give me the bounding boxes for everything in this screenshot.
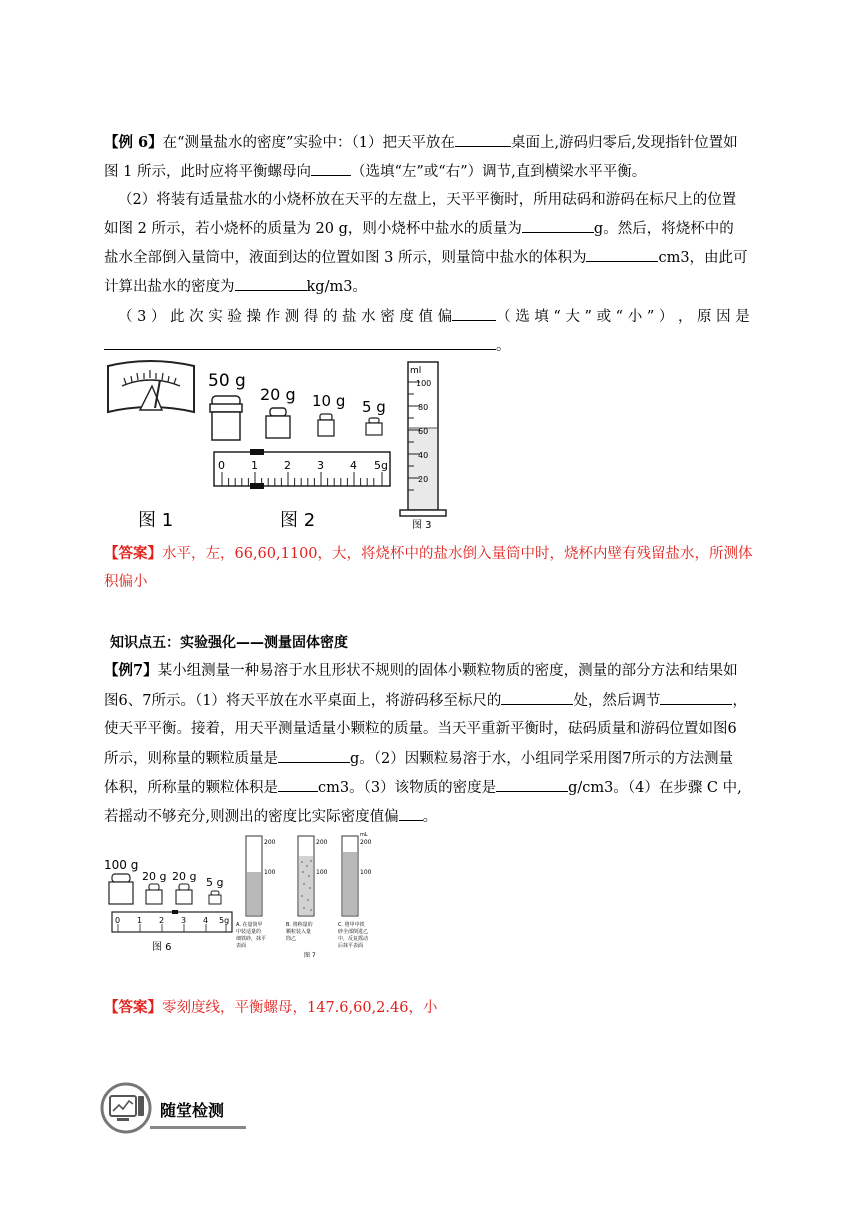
svg-text:B. 将称量的: B. 将称量的: [286, 922, 313, 928]
knowledge-point-5-title: 知识点五：实验强化——测量固体密度: [110, 635, 348, 651]
blank-density-bias: [399, 806, 423, 821]
weight-label-5: 5 g: [362, 398, 386, 416]
ex7-line-1: 【例7】某小组测量一种易溶于水且形状不规则的固体小颗粒物质的密度，测量的部分方法和结果如: [104, 662, 738, 679]
ex7-line-4: 所示，则称量的颗粒质量是 g。（2）因颗粒易溶于水，小组同学采用图7所示的方法测量: [104, 748, 733, 769]
fig6-rider: [172, 910, 178, 914]
figure-6: [100, 852, 240, 954]
weight-20g: [266, 416, 290, 438]
svg-text:5g: 5g: [374, 459, 388, 472]
cylinder-liquid: [409, 428, 437, 509]
svg-text:细铁砂，抹平: 细铁砂，抹平: [236, 936, 267, 942]
blank-bias: [452, 306, 496, 321]
ex6-line-6: 计算出盐水的密度为 kg/m3。: [104, 276, 367, 297]
svg-text:中装适量的: 中装适量的: [236, 929, 262, 935]
fig6-weight-20g-a: [146, 890, 162, 904]
blank-particle-volume: [278, 777, 318, 792]
svg-text:200: 200: [316, 839, 328, 846]
ex7-line-3: 使天平平衡。接着，用天平测量适量小颗粒的质量。当天平重新平衡时，砝码质量和游码位置如图6: [104, 721, 737, 737]
answer-2-label: 【答案】: [104, 999, 162, 1016]
section-underline: [150, 1126, 246, 1129]
weight-label-50: 50 g: [208, 371, 246, 391]
svg-text:2: 2: [159, 916, 165, 925]
fig6-weight-label-20a: 20 g: [142, 870, 167, 883]
svg-text:4: 4: [203, 916, 209, 925]
svg-text:20: 20: [418, 475, 429, 484]
fig6-weight-label-5: 5 g: [206, 876, 224, 889]
blank-particle-mass: [278, 748, 350, 763]
svg-text:mL: mL: [360, 832, 368, 838]
svg-text:A. 在量筒甲: A. 在量筒甲: [236, 922, 263, 928]
fig1-caption: 图 1: [138, 510, 174, 531]
fig6-weight-label-20b: 20 g: [172, 870, 197, 883]
cylinder-c: [342, 832, 372, 916]
balance-dial: [108, 361, 194, 412]
rider-top: [250, 449, 264, 455]
ex6-line-3: （2）将装有适量盐水的小烧杯放在天平的左盘上，天平平衡时，所用砝码和游码在标尺上的位置: [118, 192, 737, 208]
blank-reason: [104, 335, 496, 350]
rider-ruler: [214, 449, 390, 489]
figure-7: [234, 828, 390, 960]
fig7-step-captions: [236, 921, 368, 949]
svg-text:60: 60: [418, 427, 429, 436]
ex6-line-4: 如图 2 所示，若小烧杯的质量为 20 g，则小烧杯中盐水的质量为 g。然后，将烧杯中的: [104, 218, 734, 239]
weight-50g: [212, 412, 240, 440]
ex6-line-1: 【例 6】在“测量盐水的密度”实验中：（1）把天平放在 桌面上,游码归零后,发现指针位置如: [104, 134, 738, 151]
cylinder-a: [246, 836, 276, 916]
fig2-caption: 图 2: [280, 510, 316, 531]
fig6-weight-20g-b: [176, 890, 192, 904]
svg-text:中，反复摇动: 中，反复摇动: [338, 936, 369, 942]
weight-5g: [366, 423, 382, 435]
fig3-caption: 图 3: [412, 520, 432, 531]
svg-text:C. 将甲中铁: C. 将甲中铁: [338, 922, 365, 928]
cylinder-unit: ml: [410, 366, 422, 376]
ex6-label: 【例 6】: [104, 134, 163, 151]
weight-label-10: 10 g: [312, 392, 346, 410]
ex6-line-2: 图 1 所示，此时应将平衡螺母向 （选填“左”或“右”）调节,直到横梁水平平衡。: [104, 161, 646, 182]
svg-text:砂全部倒进乙: 砂全部倒进乙: [338, 929, 369, 935]
svg-text:4: 4: [350, 459, 357, 472]
blank-zero-mark: [501, 690, 573, 705]
svg-text:颗粒装入量: 颗粒装入量: [286, 929, 312, 935]
rider-bottom: [250, 483, 264, 489]
ex7-line-6: 若摇动不够充分,则测出的密度比实际密度值偏 。: [104, 806, 437, 827]
ex6-line-7: （ 3 ） 此 次 实 验 操 作 测 得 的 盐 水 密 度 值 偏 （ 选 填 “ 大 ” 或 “ 小 ” ） ， 原 因 是: [118, 306, 750, 327]
svg-text:80: 80: [418, 403, 429, 412]
blank-density: [235, 276, 307, 291]
svg-text:筒乙: 筒乙: [286, 936, 297, 942]
svg-text:100: 100: [316, 869, 328, 876]
svg-text:1: 1: [251, 459, 258, 472]
svg-text:100: 100: [360, 869, 372, 876]
svg-text:3: 3: [317, 459, 324, 472]
ex7-line-5: 体积，所称量的颗粒体积是 cm3。（3）该物质的密度是 g/cm3。（4）在步骤 C 中,: [104, 777, 742, 798]
answer-1-label: 【答案】: [104, 545, 162, 562]
fig6-weight-label-100: 100 g: [104, 858, 139, 872]
svg-text:表面: 表面: [236, 943, 247, 949]
fig6-weight-100g: [109, 882, 133, 904]
blank-mass: [522, 218, 594, 233]
ex6-line-8: 。: [104, 335, 511, 356]
svg-text:0: 0: [218, 459, 225, 472]
svg-text:后抹平表面: 后抹平表面: [338, 943, 364, 949]
svg-text:100: 100: [416, 379, 432, 388]
svg-text:100: 100: [264, 869, 276, 876]
svg-text:3: 3: [181, 916, 187, 925]
blank-direction: [311, 161, 351, 176]
svg-text:1: 1: [137, 916, 143, 925]
svg-text:40: 40: [418, 451, 429, 460]
figure-3-cylinder: [396, 356, 452, 532]
svg-text:2: 2: [284, 459, 291, 472]
blank-surface: [455, 132, 511, 147]
monitor-icon: [100, 1082, 152, 1134]
answer-1-line-2: 积偏小: [104, 574, 148, 590]
svg-text:200: 200: [264, 839, 276, 846]
answer-1-line-1: 【答案】水平，左，66,60,1100，大，将烧杯中的盐水倒入量筒中时，烧杯内壁有残留盐水，所测体: [104, 545, 753, 562]
svg-text:200: 200: [360, 839, 372, 846]
blank-particle-density: [496, 777, 568, 792]
fig6-caption: 图 6: [152, 942, 172, 953]
weight-10g: [318, 420, 334, 436]
fig6-ruler: [112, 912, 232, 932]
fig7-caption: 图 7: [304, 952, 316, 959]
section-title: 随堂检测: [160, 1101, 225, 1120]
blank-adjust: [660, 690, 732, 705]
answer-2-line: 【答案】零刻度线，平衡螺母，147.6,60,2.46，小: [104, 999, 438, 1016]
ex6-line-5: 盐水全部倒入量筒中，液面到达的位置如图 3 所示，则量筒中盐水的体积为 cm3，由此可: [104, 247, 748, 268]
weight-label-20: 20 g: [260, 385, 296, 404]
ex7-label: 【例7】: [104, 662, 158, 679]
svg-text:0: 0: [115, 916, 121, 925]
cylinder-b: [298, 836, 328, 916]
weights-group: [208, 371, 386, 440]
blank-volume: [586, 247, 658, 262]
fig6-weight-5g: [209, 895, 221, 904]
figure-1-2: [100, 356, 440, 536]
ex7-line-2: 图6、7所示。（1）将天平放在水平桌面上，将游码移至标尺的 处，然后调节 ，: [104, 690, 747, 711]
svg-text:5g: 5g: [219, 916, 230, 925]
